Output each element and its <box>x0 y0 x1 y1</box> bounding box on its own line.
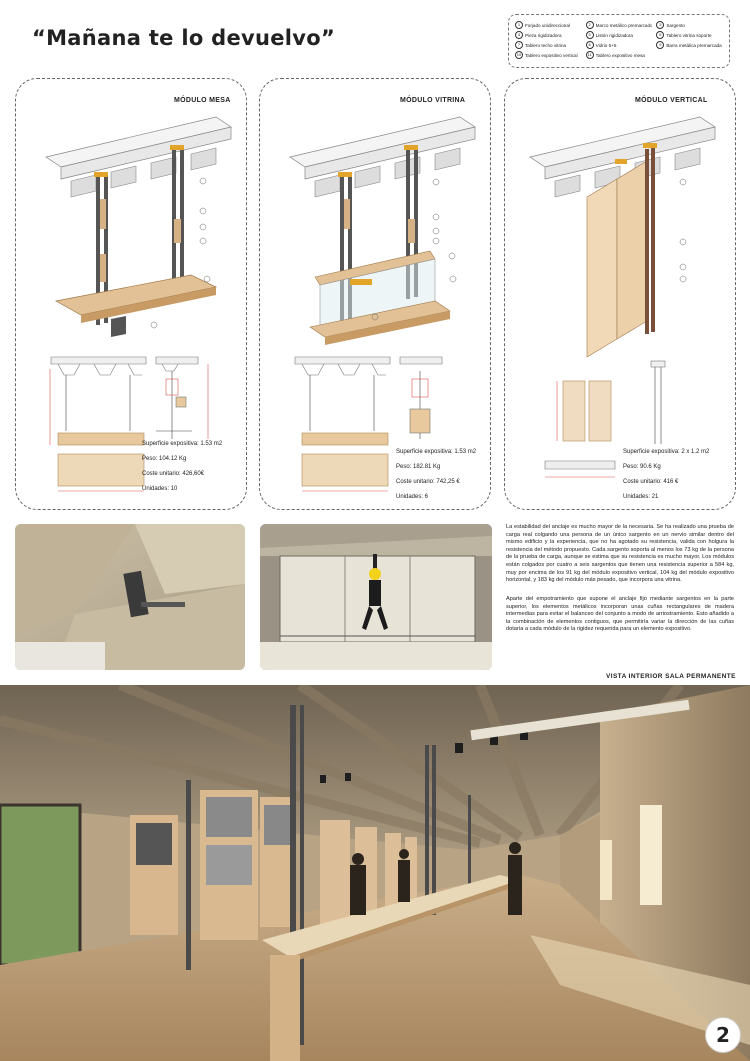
legend-label: Vidrio 5+5 <box>595 42 617 48</box>
legend-item <box>586 30 653 40</box>
spec-units: Unidades: 6 <box>396 494 429 500</box>
legend-label: Barra metálica premarcada <box>666 42 722 48</box>
module-specs <box>623 445 709 505</box>
slab-drawing <box>290 117 475 197</box>
module-panel-mesa <box>15 78 247 510</box>
structure-paragraph-1: La estabilidad del anclaje es mucho mayor de la necesaria. Se ha realizado una prueba de carga real colgando una persona de un único sargento en un nervio similar dentro del mismo edificio y la experiencia, que no ha agotado su resistencia, valida con holgura la resistencia del método propuesto. Cada sargento soporta al menos los 73 kg de la persona de la prueba de carga, aunque se estima que su resistencia es mucho mayor. Los módulos están colgados por cuatro a seis sargentos que tienen una resistencia superior a 584 kg, muy por encima de los 91 kg del módulo expositivo vertical, 104 kg del módulo expositivo horizontal, y 183 kg del módulo más pesado, que incorpora una vitrina. <box>506 524 734 584</box>
legend-label: Tablero expositivo vertical <box>525 52 578 58</box>
structure-paragraph-2: Aparte del empotramiento que supone el anclaje fijo mediante sargentos en la parte superior, los elementos metálicos incorporan unas cuñas rectangulares de madera intermedias para evitar el balanceo del conjunto a modo de arriostramiento. Esto añadido a la combinación de elementos contiguos, que permitiría variar la dirección de las cuñas dotaría a cada módulo de la rigidez requerida para un elemento expositivo. <box>506 596 734 633</box>
legend-number: 6 <box>656 31 664 39</box>
legend-item <box>586 50 653 60</box>
legend-number: 9 <box>656 41 664 49</box>
slab-drawing <box>46 117 231 197</box>
legend-number: 3 <box>656 21 664 29</box>
photo-clamp-detail <box>15 524 245 670</box>
interior-render-image <box>0 685 750 1061</box>
legend-number: 4 <box>515 31 523 39</box>
legend-label: Marco metálico premarcado <box>595 22 653 28</box>
module-specs <box>142 437 222 497</box>
spec-cost: Coste unitario: 416 € <box>623 479 679 485</box>
legend-number: 8 <box>586 41 594 49</box>
legend-label: Pieza rigidizadora <box>525 32 562 38</box>
legend-label: Tablero vitrina soporte <box>666 32 712 38</box>
vitrina-box <box>310 251 450 345</box>
spec-weight: Peso: 182.81 Kg <box>396 464 441 470</box>
legend-label: Listón rigidizadora <box>595 32 633 38</box>
legend-label: Tablero expositivo mesa <box>595 52 645 58</box>
spec-surface: Superficie expositiva: 1.53 m2 <box>142 441 223 447</box>
table-board <box>56 275 216 337</box>
legend-item <box>656 30 723 40</box>
legend-item <box>515 50 582 60</box>
legend-item <box>656 40 723 50</box>
spec-surface: Superficie expositiva: 2 x 1.2 m2 <box>623 449 710 455</box>
legend-item <box>586 20 653 30</box>
legend-item <box>656 20 723 30</box>
module-title: MÓDULO VITRINA <box>400 97 466 104</box>
legend-number: 11 <box>587 52 592 57</box>
legend-number: 5 <box>586 31 594 39</box>
legend-item <box>515 40 582 50</box>
module-title: MÓDULO VERTICAL <box>635 97 708 104</box>
module-panel-vitrina <box>259 78 491 510</box>
legend-item <box>515 20 582 30</box>
legend-number: 7 <box>515 41 523 49</box>
module-title: MÓDULO MESA <box>174 97 231 104</box>
render-caption: VISTA INTERIOR SALA PERMANENTE <box>606 673 736 680</box>
load-test-photo-image <box>260 524 492 670</box>
callouts <box>680 179 686 282</box>
clamp-photo-image <box>15 524 245 670</box>
legend-number: 2 <box>586 21 594 29</box>
page-title: “Mañana te lo devuelvo” <box>32 26 336 50</box>
legend-item <box>586 40 653 50</box>
module-specs <box>396 445 476 505</box>
spec-weight: Peso: 104.12 Kg <box>142 456 187 462</box>
spec-units: Unidades: 10 <box>142 486 178 492</box>
legend-box <box>508 14 730 68</box>
legend-number: 1 <box>515 21 523 29</box>
page-number: 2 <box>705 1017 741 1053</box>
spec-surface: Superficie expositiva: 1.53 m2 <box>396 449 477 455</box>
legend-label: Tablero techo vitrina <box>525 42 567 48</box>
spec-units: Unidades: 21 <box>623 494 659 500</box>
legend-item <box>515 30 582 40</box>
spec-weight: Peso: 90.6 Kg <box>623 464 661 470</box>
legend-label: Sargento <box>666 22 685 28</box>
legend-label: Forjado unidireccional <box>525 22 570 28</box>
photo-load-test <box>260 524 492 670</box>
module-panel-vertical <box>504 78 736 510</box>
spec-cost: Coste unitario: 742,25 € <box>396 479 460 485</box>
spec-cost: Coste unitario: 426,60€ <box>142 471 205 477</box>
legend-number: 10 <box>516 52 522 57</box>
interior-render <box>0 685 750 1061</box>
